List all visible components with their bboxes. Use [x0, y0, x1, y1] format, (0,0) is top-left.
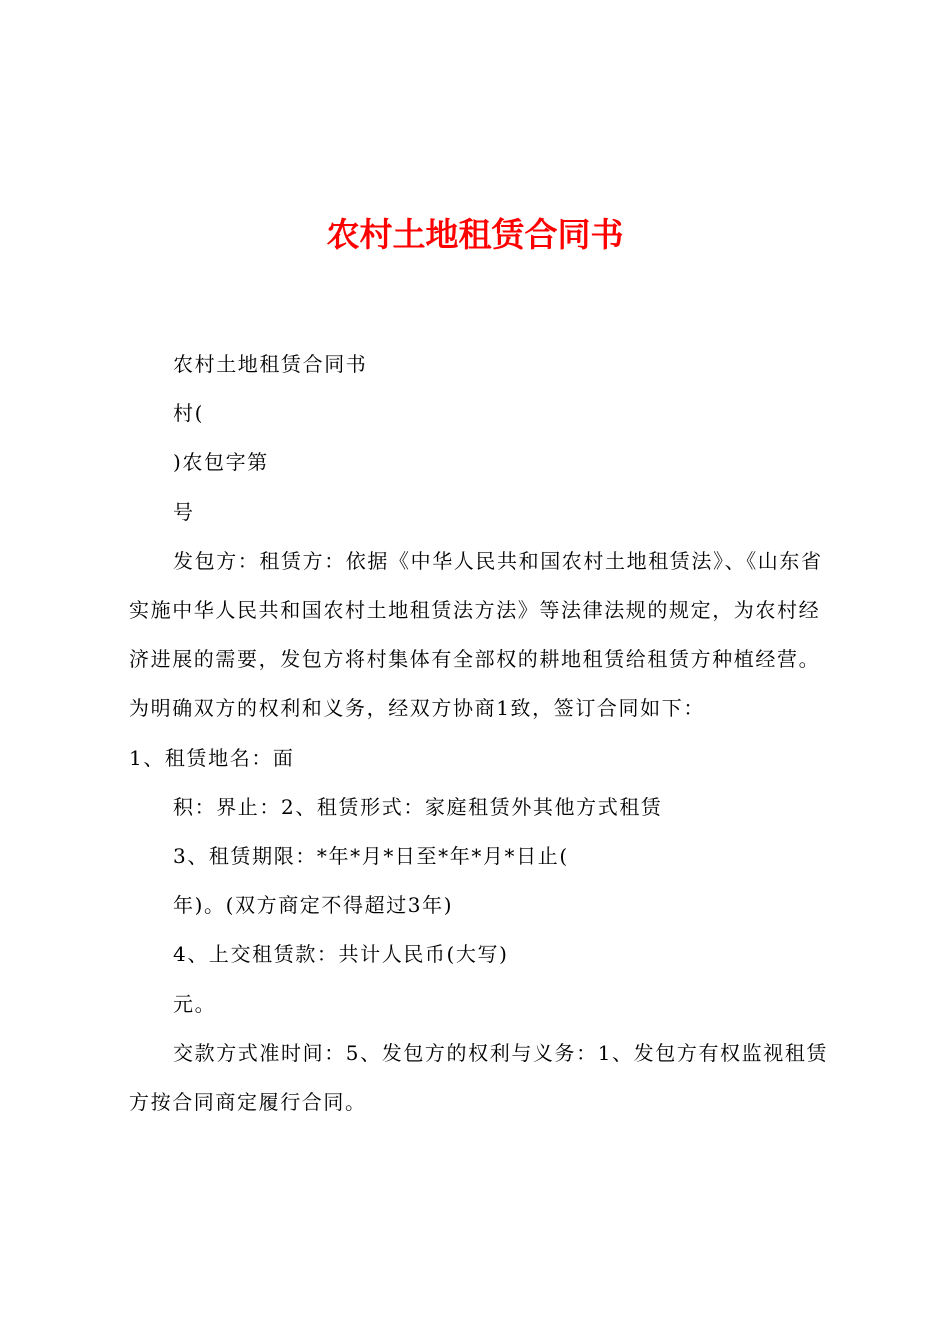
paragraph-clause-1: 1、租赁地名：面 [129, 745, 295, 770]
document-body [129, 340, 834, 1127]
paragraph-contract-code: )农包字第 [173, 450, 269, 475]
paragraph-term-note: 年)。(双方商定不得超过3年) [173, 893, 454, 918]
paragraph-heading: 农村土地租赁合同书 [173, 352, 368, 376]
paragraph-village: 村( [173, 401, 205, 426]
paragraph-area-and-form: 积：界止：2、租赁形式：家庭租赁外其他方式租赁 [173, 794, 663, 819]
paragraph-clause-4: 4、上交租赁款：共计人民币(大写) [173, 942, 509, 967]
paragraph-preamble: 发包方：租赁方：依据《中华人民共和国农村土地租赁法》、《山东省实施中华人民共和国农村土地租赁法方法》等法律法规的规定，为农村经济进展的需要，发包方将村集体有全部权的耕地租赁给租赁方种植经营。为明确双方的权利和义务，经双方协商1致，签订合同如下： [129, 548, 823, 721]
paragraph-clause-3: 3、租赁期限：*年*月*日至*年*月*日止( [173, 844, 569, 869]
paragraph-payment-and-rights: 交款方式准时间：5、发包方的权利与义务：1、发包方有权监视租赁方按合同商定履行合同。 [129, 1040, 829, 1115]
paragraph-currency-unit: 元。 [173, 991, 217, 1016]
document-title: 农村土地租赁合同书 [326, 215, 624, 254]
paragraph-number: 号 [173, 499, 195, 524]
